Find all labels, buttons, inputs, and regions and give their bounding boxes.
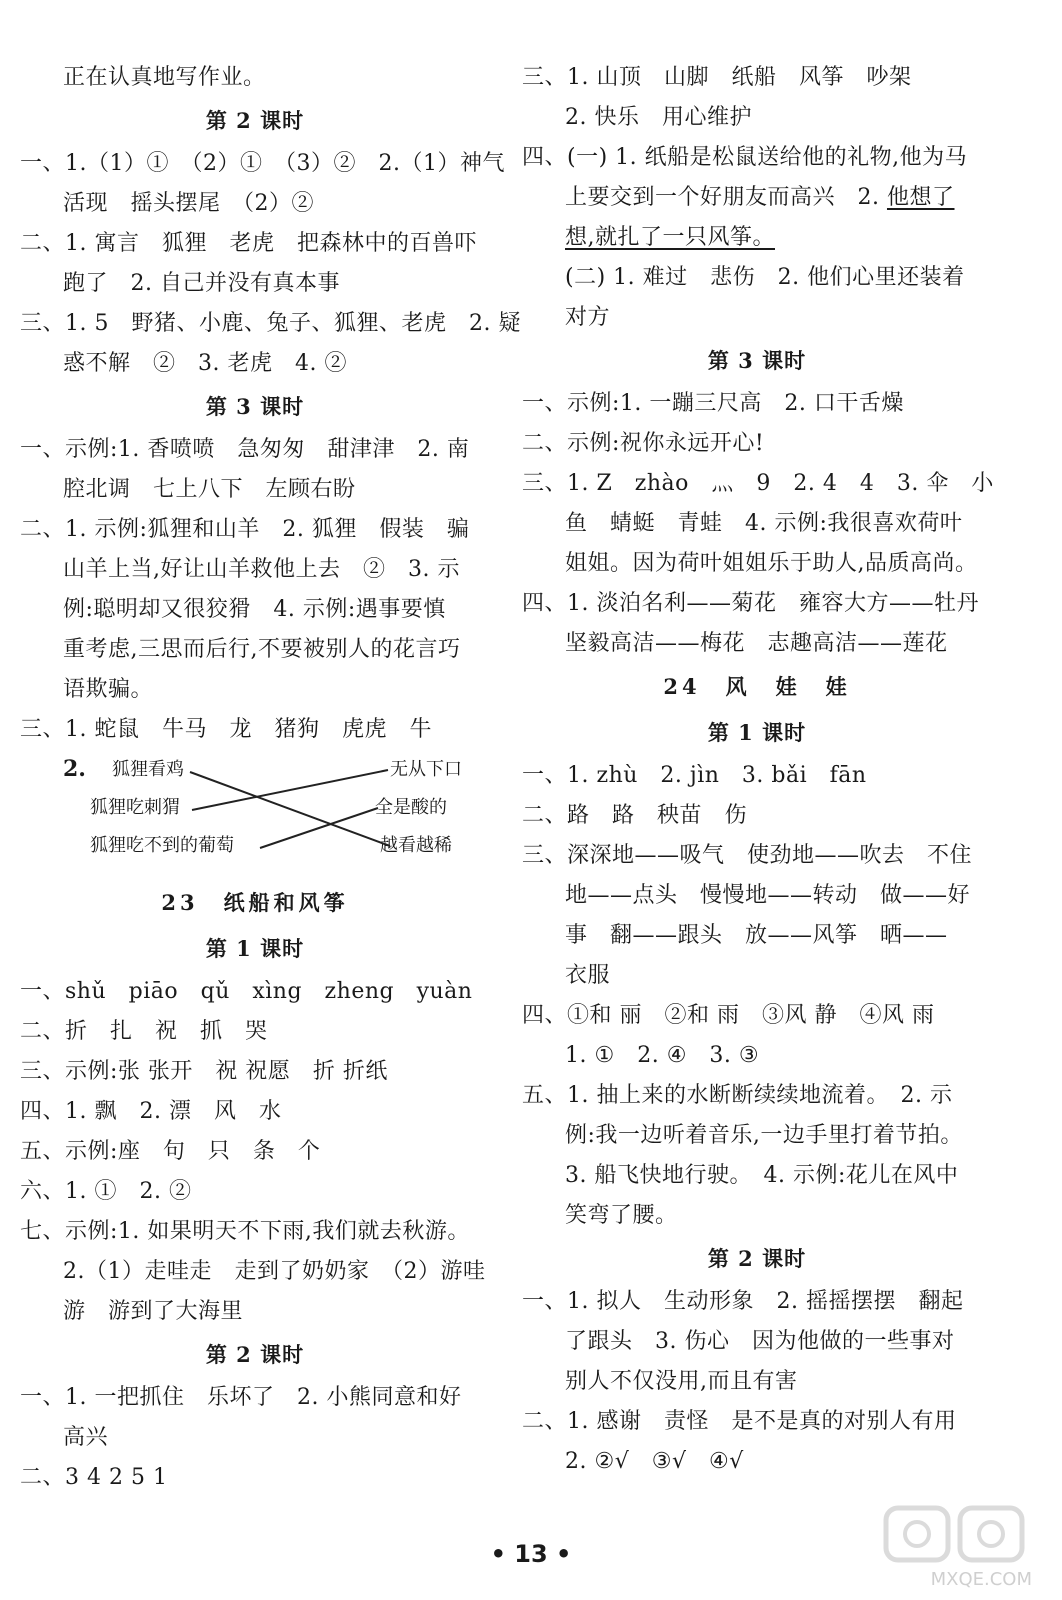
matching-label: 2. — [63, 756, 86, 782]
answer-line: 三、1. Z zhào 灬 9 2. 4 4 3. 伞 小 — [522, 471, 994, 496]
answer-line: 一、示例:1. 香喷喷 急匆匆 甜津津 2. 南 — [20, 437, 470, 462]
answer-line: 对方 — [565, 305, 611, 330]
answer-line: 四、1. 淡泊名利——菊花 雍容大方——牡丹 — [522, 591, 979, 616]
answer-line: 3. 船飞快地行驶。 4. 示例:花儿在风中 — [565, 1163, 959, 1188]
underlined-answer: 想,就扎了一只风筝。 — [565, 225, 775, 250]
answer-line: 一、1. zhù 2. jìn 3. bǎi fān — [522, 763, 867, 788]
answer-line: 三、深深地——吸气 使劲地——吹去 不住 — [522, 843, 973, 868]
left-column — [20, 58, 521, 1498]
answer-line: 别人不仅没用,而且有害 — [565, 1369, 798, 1394]
watermark-icon — [882, 1500, 1032, 1570]
answer-line: 一、shǔ piāo qǔ xìng zheng yuàn — [20, 979, 473, 1004]
answer-line: 四、①和 丽 ②和 雨 ③风 静 ④风 雨 — [522, 1003, 935, 1028]
answer-line: 三、1. 山顶 山脚 纸船 风筝 吵架 — [522, 65, 912, 90]
match-right-item: 越看越稀 — [380, 835, 452, 856]
watermark-logo — [882, 1500, 1032, 1590]
section-heading: 第 1 课时 — [205, 936, 305, 961]
answer-line: 二、1. 寓言 狐狸 老虎 把森林中的百兽吓 — [20, 231, 477, 256]
answer-line: 二、1. 感谢 责怪 是不是真的对别人有用 — [522, 1409, 957, 1434]
answer-line: 笑弯了腰。 — [565, 1203, 678, 1228]
answer-line: 三、示例:张 张开 祝 祝愿 折 折纸 — [20, 1059, 388, 1084]
answer-line: 四、(一) 1. 纸船是松鼠送给他的礼物,他为马 — [522, 145, 968, 170]
match-left-item: 狐狸吃刺猬 — [90, 797, 180, 818]
section-heading: 第 3 课时 — [205, 394, 305, 419]
answer-line: 二、3 4 2 5 1 — [20, 1465, 168, 1490]
answer-line: 二、折 扎 祝 抓 哭 — [20, 1019, 268, 1044]
answer-line: 跑了 2. 自己并没有真本事 — [63, 271, 340, 296]
answer-line: 鱼 蜻蜓 青蛙 4. 示例:我很喜欢荷叶 — [565, 511, 963, 536]
right-column — [522, 58, 992, 1482]
answer-line: 腔北调 七上八下 左顾右盼 — [63, 477, 356, 502]
answer-line: 三、1. 蛇鼠 牛马 龙 猪狗 虎虎 牛 — [20, 717, 432, 742]
answer-line: 二、路 路 秧苗 伤 — [522, 803, 748, 828]
answer-line: 活现 摇头摆尾 （2）② — [63, 191, 314, 216]
match-connector-line — [260, 808, 378, 848]
match-left-item: 狐狸吃不到的葡萄 — [90, 835, 234, 856]
underlined-answer: 他想了 — [886, 185, 955, 210]
section-heading: 第 2 课时 — [205, 1342, 305, 1367]
match-left-item: 狐狸看鸡 — [112, 759, 184, 780]
section-heading: 第 2 课时 — [707, 1246, 807, 1271]
match-connector-line — [192, 770, 388, 810]
answer-line: 一、1. 拟人 生动形象 2. 摇摇摆摆 翻起 — [522, 1289, 964, 1314]
answer-line: 姐姐。因为荷叶姐姐乐于助人,品质高尚。 — [565, 551, 978, 576]
answer-line: 二、1. 示例:狐狸和山羊 2. 狐狸 假装 骗 — [20, 517, 470, 542]
answer-line: 语欺骗。 — [63, 677, 154, 702]
matching-exercise — [20, 754, 490, 880]
answer-line: 二、示例:祝你永远开心! — [522, 431, 765, 456]
answer-line: 一、1. 一把抓住 乐坏了 2. 小熊同意和好 — [20, 1385, 462, 1410]
lesson-title: 24 风 娃 娃 — [663, 674, 851, 699]
answer-line: 事 翻——跟头 放——风筝 晒—— — [565, 923, 948, 948]
answer-line — [522, 218, 992, 258]
answer-line: 衣服 — [565, 963, 611, 988]
match-connector-line — [190, 772, 390, 846]
answer-line: 三、1. 5 野猪、小鹿、兔子、狐狸、老虎 2. 疑 — [20, 311, 521, 336]
answer-line: 四、1. 飘 2. 漂 风 水 — [20, 1099, 282, 1124]
answer-line: 了跟头 3. 伤心 因为他做的一些事对 — [565, 1329, 955, 1354]
section-heading: 第 1 课时 — [707, 720, 807, 745]
watermark-text: MXQE.COM — [930, 1569, 1032, 1590]
answer-line: 2. ②√ ③√ ④√ — [565, 1449, 744, 1474]
answer-line: 2. 快乐 用心维护 — [565, 105, 752, 130]
answer-line: (二) 1. 难过 悲伤 2. 他们心里还装着 — [565, 265, 965, 290]
answer-line: 例:聪明却又很狡猾 4. 示例:遇事要慎 — [63, 597, 446, 622]
lesson-title: 23 纸船和风筝 — [161, 890, 349, 915]
matching-lines — [20, 754, 490, 880]
answer-line: 例:我一边听着音乐,一边手里打着节拍。 — [565, 1123, 963, 1148]
section-heading: 第 3 课时 — [707, 348, 807, 373]
answer-line — [522, 178, 992, 218]
answer-line: 高兴 — [63, 1425, 109, 1450]
answer-line: 2.（1）走哇走 走到了奶奶家 （2）游哇 — [63, 1259, 486, 1284]
answer-line: 七、示例:1. 如果明天不下雨,我们就去秋游。 — [20, 1219, 470, 1244]
answer-line: 重考虑,三思而后行,不要被别人的花言巧 — [63, 637, 461, 662]
answer-line: 1. ① 2. ④ 3. ③ — [565, 1043, 760, 1068]
page-number: • 13 • — [490, 1540, 572, 1568]
answer-line: 惑不解 ② 3. 老虎 4. ② — [63, 351, 347, 376]
answer-line: 一、示例:1. 一蹦三尺高 2. 口干舌燥 — [522, 391, 904, 416]
answer-line: 五、1. 抽上来的水断断续续地流着。 2. 示 — [522, 1083, 953, 1108]
answer-line: 一、1.（1）① （2）① （3）② 2.（1）神气 — [20, 151, 505, 176]
answer-line: 六、1. ① 2. ② — [20, 1179, 192, 1204]
answer-line: 正在认真地写作业。 — [63, 65, 266, 90]
answer-line: 坚毅高洁——梅花 志趣高洁——莲花 — [565, 631, 948, 656]
answer-line: 地——点头 慢慢地——转动 做——好 — [565, 883, 971, 908]
answer-line: 山羊上当,好让山羊救他上去 ② 3. 示 — [63, 557, 460, 582]
answer-line: 五、示例:座 句 只 条 个 — [20, 1139, 321, 1164]
answer-line: 游 游到了大海里 — [63, 1299, 244, 1324]
match-right-item: 无从下口 — [390, 759, 462, 780]
answer-text: 上要交到一个好朋友而高兴 2. — [565, 185, 887, 210]
section-heading: 第 2 课时 — [205, 108, 305, 133]
match-right-item: 全是酸的 — [375, 797, 447, 818]
